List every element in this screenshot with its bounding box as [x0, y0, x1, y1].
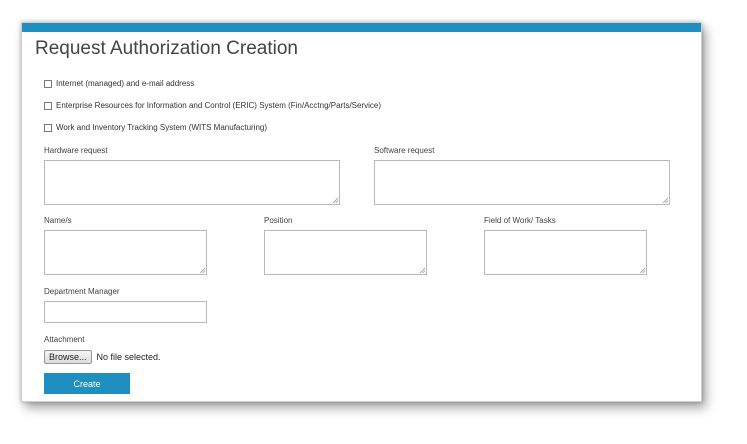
software-request-textarea[interactable]	[374, 160, 670, 205]
eric-checkbox-label: Enterprise Resources for Information and Control (ERIC) System (Fin/Acctng/Parts/Service)	[56, 101, 381, 110]
resize-grip-icon[interactable]	[332, 197, 338, 203]
file-picker[interactable]	[44, 350, 161, 364]
checkbox-row-internet[interactable]	[44, 79, 194, 88]
internet-checkbox[interactable]	[44, 80, 52, 88]
position-textarea[interactable]	[264, 230, 427, 275]
field-of-work-label: Field of Work/ Tasks	[484, 216, 556, 225]
create-button[interactable]: Create	[44, 373, 130, 394]
resize-grip-icon[interactable]	[639, 267, 645, 273]
wits-checkbox[interactable]	[44, 124, 52, 132]
internet-checkbox-label: Internet (managed) and e-mail address	[56, 79, 195, 88]
file-status-text: No file selected.	[96, 352, 161, 362]
accent-top-bar	[22, 23, 701, 32]
field-of-work-textarea[interactable]	[484, 230, 647, 275]
hardware-request-textarea[interactable]	[44, 160, 340, 205]
checkbox-row-wits[interactable]	[44, 123, 267, 132]
position-label: Position	[264, 216, 293, 225]
checkbox-row-eric[interactable]	[44, 101, 381, 110]
resize-grip-icon[interactable]	[419, 267, 425, 273]
hardware-request-label: Hardware request	[44, 146, 108, 155]
eric-checkbox[interactable]	[44, 102, 52, 110]
wits-checkbox-label: Work and Inventory Tracking System (WITS Manufacturing)	[56, 123, 268, 132]
department-manager-label: Department Manager	[44, 287, 120, 296]
browse-button[interactable]: Browse...	[44, 350, 92, 364]
department-manager-input[interactable]	[44, 301, 207, 323]
resize-grip-icon[interactable]	[662, 197, 668, 203]
resize-grip-icon[interactable]	[199, 267, 205, 273]
names-label: Name/s	[44, 216, 72, 225]
software-request-label: Software request	[374, 146, 435, 155]
form-window	[21, 22, 702, 402]
names-textarea[interactable]	[44, 230, 207, 275]
attachment-label: Attachment	[44, 335, 85, 344]
page-title: Request Authorization Creation	[35, 38, 298, 59]
